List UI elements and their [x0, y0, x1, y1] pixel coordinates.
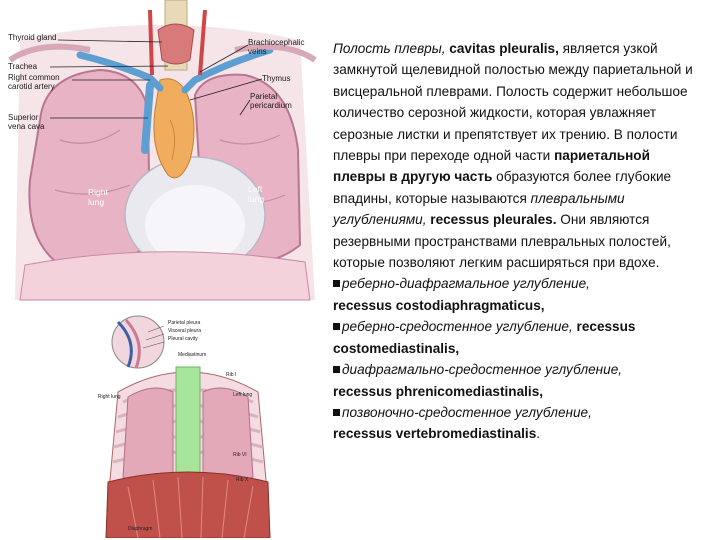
list-item: [333, 316, 703, 359]
label-parietal-pleura: Parietal pleura: [168, 320, 201, 326]
label-left-lung-small: Left lung: [233, 392, 253, 398]
label-left-lung: Left lung: [248, 184, 265, 204]
recess-russian: позвоночно-средостенное углубление,: [342, 404, 592, 420]
pleural-cavity-description: [333, 38, 703, 445]
label-right-lung-small: Right lung: [98, 394, 121, 400]
term-latin: cavitas pleuralis,: [445, 41, 559, 56]
label-parietal-pericardium: Parietal pericardium: [250, 92, 292, 110]
label-right-common-carotid: Right common carotid artery: [8, 73, 60, 91]
recess-latin: recessus phrenicomediastinalis,: [333, 383, 544, 399]
recess-latin: recessus vertebromediastinalis: [333, 426, 537, 442]
label-trachea: Trachea: [8, 62, 38, 71]
bullet-square-icon: [333, 366, 340, 373]
paragraph-part-c: Они являются резервными пространствами плевральных полостей, которые позволяют легким расширяться при вдохе.: [333, 212, 671, 271]
recess-term-latin: recessus pleurales.: [426, 212, 557, 228]
recess-latin: recessus costodiaphragmaticus,: [333, 297, 545, 313]
superior-vena-cava-shape: [145, 85, 150, 150]
intro-paragraph: [333, 38, 703, 273]
pleura-cross-section-drawing: [98, 312, 278, 538]
label-superior-vena-cava: Superior vena cava: [8, 113, 45, 131]
label-brachiocephalic-veins: Brachiocephalic veins: [248, 38, 305, 56]
mediastinum-band: [176, 367, 200, 487]
pleura-cross-section-illustration: [98, 312, 278, 538]
label-thymus: Thymus: [262, 74, 291, 83]
label-diaphragm: Diaphragm: [128, 526, 153, 532]
label-mediastinum: Mediastinum: [178, 352, 207, 358]
paragraph-bold: париетальной плевры в другую часть: [333, 148, 650, 185]
bullet-square-icon: [333, 323, 340, 330]
thoracic-organs-illustration: [0, 0, 325, 310]
recess-latin: recessus costomediastinalis,: [333, 319, 636, 356]
list-item: [333, 402, 703, 445]
label-rib-10: Rib X: [236, 477, 249, 483]
recess-russian: реберно-диафрагмальное углубление,: [342, 276, 590, 292]
recess-term-russian: плевральными углублениями,: [333, 190, 625, 228]
paragraph-part-b: образуются более глубокие впадины, которые называются: [333, 169, 672, 206]
recess-russian: диафрагмально-средостенное углубление,: [342, 362, 623, 378]
label-visceral-pleura: Visceral pleura: [168, 328, 201, 334]
paragraph-part-a: является узкой замкнутой щелевидной полостью между париетальной и висцеральной плеврами. Полость содержит небольшое количество серозной жидкости, которая увлажняет серозные листки и препятствует их трению. В полости плевры при переходе одной части: [333, 41, 693, 164]
label-right-lung: Right lung: [88, 187, 108, 207]
list-item: [333, 273, 703, 316]
label-thyroid-gland: Thyroid gland: [8, 33, 57, 42]
bullet-square-icon: [333, 409, 340, 416]
label-rib-6: Rib VI: [233, 452, 247, 458]
label-rib-1: Rib I: [226, 372, 237, 378]
bullet-square-icon: [333, 280, 340, 287]
recess-russian: реберно-средостенное углубление,: [342, 319, 573, 335]
list-end-period: .: [536, 426, 541, 442]
label-pleural-cavity: Pleural cavity: [168, 336, 198, 342]
list-item: [333, 359, 703, 402]
term-russian: Полость плевры,: [333, 41, 446, 56]
